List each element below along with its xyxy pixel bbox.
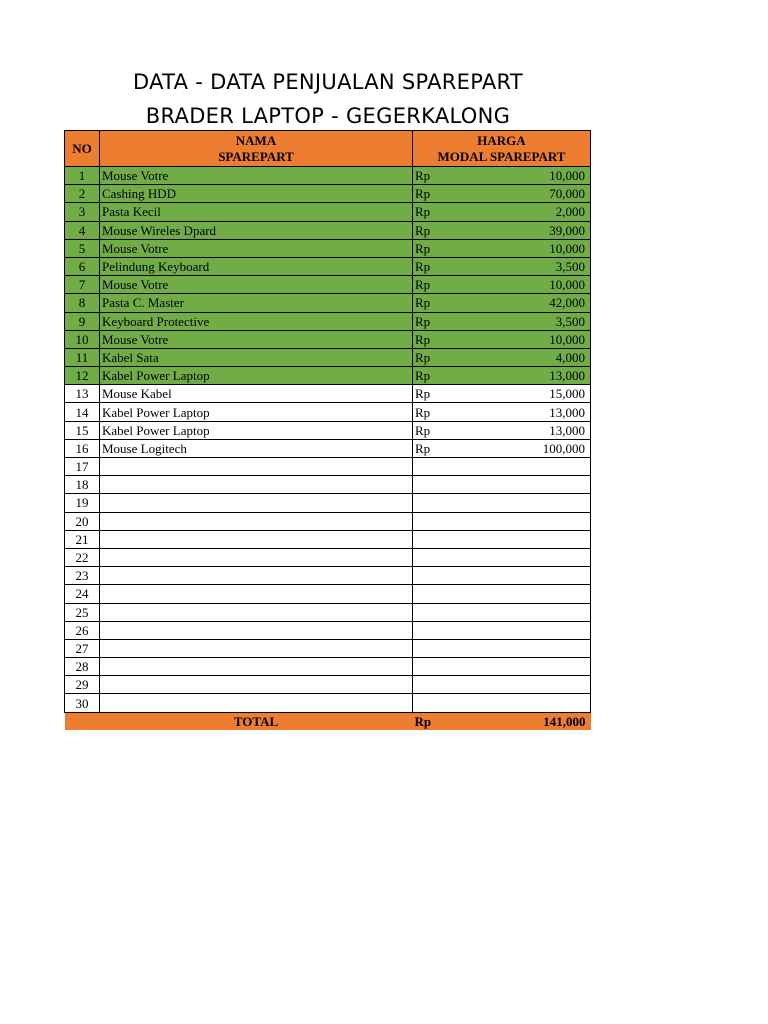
table-row (65, 676, 591, 694)
row-no: 18 (65, 476, 100, 494)
row-name: Mouse Votre (100, 330, 413, 348)
row-currency (413, 585, 463, 603)
row-name: Mouse Kabel (100, 385, 413, 403)
row-no: 6 (65, 257, 100, 275)
header-name-line1: NAMA (235, 132, 277, 148)
table-row (65, 639, 591, 657)
row-name: Pasta C. Master (100, 294, 413, 312)
table-row (65, 312, 591, 330)
row-name (100, 639, 413, 657)
row-currency: Rp (413, 257, 463, 275)
table-row (65, 167, 591, 185)
row-price (463, 585, 591, 603)
header-price (413, 131, 591, 167)
row-price: 70,000 (463, 185, 591, 203)
total-value: 141,000 (463, 712, 591, 730)
row-name: Kabel Power Laptop (100, 367, 413, 385)
table-row (65, 330, 591, 348)
row-name (100, 530, 413, 548)
row-no: 29 (65, 676, 100, 694)
table-row (65, 185, 591, 203)
row-name (100, 548, 413, 566)
table-row (65, 294, 591, 312)
row-no: 9 (65, 312, 100, 330)
row-currency: Rp (413, 239, 463, 257)
row-no: 13 (65, 385, 100, 403)
row-currency: Rp (413, 294, 463, 312)
row-no: 27 (65, 639, 100, 657)
row-no: 19 (65, 494, 100, 512)
table-row (65, 585, 591, 603)
row-name: Mouse Votre (100, 167, 413, 185)
row-currency: Rp (413, 330, 463, 348)
row-name: Keyboard Protective (100, 312, 413, 330)
row-name (100, 458, 413, 476)
row-price: 3,500 (463, 312, 591, 330)
row-name: Mouse Votre (100, 239, 413, 257)
row-currency: Rp (413, 221, 463, 239)
row-price (463, 639, 591, 657)
row-no: 8 (65, 294, 100, 312)
header-no: NO (65, 131, 100, 167)
row-currency: Rp (413, 203, 463, 221)
row-no: 5 (65, 239, 100, 257)
row-name (100, 621, 413, 639)
row-currency: Rp (413, 439, 463, 457)
row-no: 16 (65, 439, 100, 457)
row-name (100, 694, 413, 712)
row-price: 15,000 (463, 385, 591, 403)
row-currency (413, 658, 463, 676)
table-row (65, 476, 591, 494)
row-price: 3,500 (463, 257, 591, 275)
row-price (463, 567, 591, 585)
total-spacer (65, 712, 100, 730)
table-row (65, 603, 591, 621)
table-row (65, 621, 591, 639)
row-no: 7 (65, 276, 100, 294)
table-row (65, 239, 591, 257)
row-price: 4,000 (463, 348, 591, 366)
row-currency: Rp (413, 385, 463, 403)
row-no: 22 (65, 548, 100, 566)
row-no: 20 (65, 512, 100, 530)
row-currency: Rp (413, 312, 463, 330)
row-currency (413, 621, 463, 639)
row-no: 11 (65, 348, 100, 366)
table-row (65, 567, 591, 585)
row-currency: Rp (413, 276, 463, 294)
table-row (65, 658, 591, 676)
row-currency (413, 548, 463, 566)
row-name: Cashing HDD (100, 185, 413, 203)
table-row (65, 530, 591, 548)
row-no: 14 (65, 403, 100, 421)
row-no: 17 (65, 458, 100, 476)
row-price (463, 476, 591, 494)
row-currency: Rp (413, 421, 463, 439)
row-currency (413, 530, 463, 548)
table-row (65, 276, 591, 294)
table-row (65, 421, 591, 439)
header-row (65, 131, 591, 167)
row-currency (413, 494, 463, 512)
row-no: 30 (65, 694, 100, 712)
table-row (65, 348, 591, 366)
row-price: 10,000 (463, 330, 591, 348)
row-price (463, 658, 591, 676)
table-row (65, 403, 591, 421)
row-name (100, 512, 413, 530)
row-price: 42,000 (463, 294, 591, 312)
row-price: 39,000 (463, 221, 591, 239)
row-price: 13,000 (463, 403, 591, 421)
row-price (463, 676, 591, 694)
row-no: 10 (65, 330, 100, 348)
row-currency (413, 676, 463, 694)
row-currency: Rp (413, 185, 463, 203)
header-name (100, 131, 413, 167)
row-no: 12 (65, 367, 100, 385)
total-currency: Rp (413, 712, 463, 730)
row-currency (413, 512, 463, 530)
row-currency (413, 639, 463, 657)
row-currency (413, 567, 463, 585)
table-row (65, 548, 591, 566)
row-name (100, 494, 413, 512)
row-price (463, 458, 591, 476)
table-row (65, 367, 591, 385)
row-price (463, 603, 591, 621)
row-name: Pelindung Keyboard (100, 257, 413, 275)
table-row (65, 203, 591, 221)
row-no: 1 (65, 167, 100, 185)
row-price (463, 694, 591, 712)
row-no: 15 (65, 421, 100, 439)
total-label: TOTAL (100, 712, 413, 730)
row-no: 26 (65, 621, 100, 639)
sales-table (64, 130, 591, 730)
document-subtitle: BRADER LAPTOP - GEGERKALONG (145, 104, 511, 128)
row-price (463, 512, 591, 530)
row-price: 10,000 (463, 167, 591, 185)
row-name: Kabel Sata (100, 348, 413, 366)
row-name: Mouse Wireles Dpard (100, 221, 413, 239)
row-no: 2 (65, 185, 100, 203)
row-no: 3 (65, 203, 100, 221)
document-title: DATA - DATA PENJUALAN SPAREPART (132, 70, 524, 94)
header-price-line1: HARGA (477, 132, 526, 148)
row-no: 28 (65, 658, 100, 676)
row-name: Mouse Votre (100, 276, 413, 294)
row-name (100, 476, 413, 494)
table-row (65, 512, 591, 530)
row-name (100, 603, 413, 621)
row-name: Mouse Logitech (100, 439, 413, 457)
table-row (65, 439, 591, 457)
table-row (65, 257, 591, 275)
row-price: 2,000 (463, 203, 591, 221)
row-no: 23 (65, 567, 100, 585)
row-no: 4 (65, 221, 100, 239)
row-name (100, 676, 413, 694)
row-name (100, 658, 413, 676)
row-currency: Rp (413, 167, 463, 185)
row-price: 10,000 (463, 276, 591, 294)
row-name: Pasta Kecil (100, 203, 413, 221)
row-no: 25 (65, 603, 100, 621)
row-currency: Rp (413, 403, 463, 421)
row-price (463, 621, 591, 639)
header-name-line2: SPAREPART (218, 148, 294, 164)
table-row (65, 385, 591, 403)
total-row (65, 712, 591, 730)
table-row (65, 458, 591, 476)
row-price (463, 530, 591, 548)
row-name: Kabel Power Laptop (100, 403, 413, 421)
row-currency (413, 603, 463, 621)
header-price-line2: MODAL SPAREPART (437, 148, 566, 164)
table-row (65, 494, 591, 512)
row-no: 24 (65, 585, 100, 603)
row-name (100, 567, 413, 585)
row-name (100, 585, 413, 603)
row-price: 100,000 (463, 439, 591, 457)
row-currency (413, 694, 463, 712)
row-currency (413, 458, 463, 476)
row-currency: Rp (413, 367, 463, 385)
row-price: 13,000 (463, 367, 591, 385)
row-price (463, 494, 591, 512)
row-no: 21 (65, 530, 100, 548)
table-row (65, 694, 591, 712)
row-price: 10,000 (463, 239, 591, 257)
row-currency (413, 476, 463, 494)
row-name: Kabel Power Laptop (100, 421, 413, 439)
table-row (65, 221, 591, 239)
row-price: 13,000 (463, 421, 591, 439)
row-currency: Rp (413, 348, 463, 366)
row-price (463, 548, 591, 566)
